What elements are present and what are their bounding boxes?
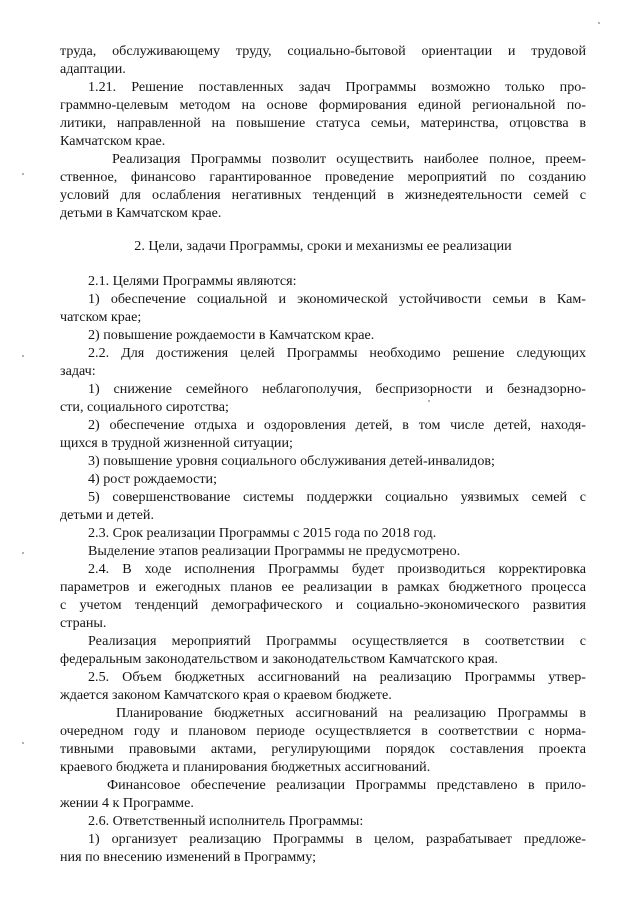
paragraph-line: Финансовое обеспечение реализации Программы представлено в прило-	[107, 777, 586, 793]
paragraph-line: Выделение этапов реализации Программы не предусмотрено.	[88, 543, 461, 559]
paragraph-line: 2.2. Для достижения целей Программы необходимо решение следующих	[88, 345, 586, 361]
paragraph-line: параметров и ежегодных планов ее реализации в рамках бюджетного процесса	[60, 579, 586, 595]
paragraph-line: федеральным законодательством и законодательством Камчатского края.	[60, 651, 498, 667]
paragraph-line: детьми и детей.	[60, 507, 154, 523]
paragraph-line: 1.21. Решение поставленных задач Программы возможно только про-	[88, 79, 586, 95]
paragraph-line: ния по внесению изменений в Программу;	[60, 849, 317, 865]
paragraph-line: труда, обслуживающему труду, социально-бытовой ориентации и трудовой	[60, 43, 586, 59]
scan-speck	[428, 400, 430, 402]
scan-speck	[22, 355, 24, 357]
scan-speck	[22, 173, 24, 175]
paragraph-line: 1) организует реализацию Программы в целом, разрабатывает предложе-	[88, 831, 586, 847]
paragraph-line: 2.1. Целями Программы являются:	[88, 273, 297, 289]
paragraph-line: с учетом тенденций демографического и социально-экономического развития	[60, 597, 586, 613]
paragraph-line: адаптации.	[60, 61, 126, 77]
paragraph-line: жении 4 к Программе.	[60, 795, 194, 811]
section-heading: 2. Цели, задачи Программы, сроки и механизмы ее реализации	[134, 238, 512, 254]
scan-speck	[22, 742, 24, 744]
paragraph-line: 3) повышение уровня социального обслуживания детей-инвалидов;	[88, 453, 495, 469]
paragraph-line: краевого бюджета и планирования бюджетных ассигнований.	[60, 759, 431, 775]
paragraph-line: сти, социального сиротства;	[60, 399, 229, 415]
paragraph-line: страны.	[60, 615, 107, 631]
paragraph-line: чатском крае;	[60, 309, 142, 325]
paragraph-line: задач:	[60, 363, 96, 379]
paragraph-line: 2.6. Ответственный исполнитель Программы:	[88, 813, 364, 829]
paragraph-line: ждается законом Камчатского края о краевом бюджете.	[60, 687, 392, 703]
paragraph-line: 5) совершенствование системы поддержки социально уязвимых семей с	[88, 489, 586, 505]
paragraph-line: очередном году и плановом периоде осуществляется в соответствии с норма-	[60, 723, 586, 739]
paragraph-line: 2) обеспечение отдыха и оздоровления детей, в том числе детей, находя-	[88, 417, 586, 433]
paragraph-line: щихся в трудной жизненной ситуации;	[60, 435, 293, 451]
paragraph-line: 2) повышение рождаемости в Камчатском крае.	[88, 327, 375, 343]
paragraph-line: 2.5. Объем бюджетных ассигнований на реализацию Программы утвер-	[88, 669, 586, 685]
paragraph-line: условий для ослабления негативных тенденций в жизнедеятельности семей с	[60, 187, 586, 203]
paragraph-line: Планирование бюджетных ассигнований на реализацию Программы в	[116, 705, 586, 721]
paragraph-line: 4) рост рождаемости;	[88, 471, 217, 487]
paragraph-line: тивными правовыми актами, регулирующими порядок составления проекта	[60, 741, 586, 757]
paragraph-line: детьми в Камчатском крае.	[60, 205, 222, 221]
scan-speck	[598, 22, 600, 24]
paragraph-line: Камчатском крае.	[60, 133, 166, 149]
paragraph-line: 1) снижение семейного неблагополучия, беспризорности и безнадзорно-	[88, 381, 586, 397]
paragraph-line: 2.4. В ходе исполнения Программы будет производиться корректировка	[88, 561, 586, 577]
paragraph-line: граммно-целевым методом на основе формирования единой региональной по-	[60, 97, 586, 113]
scan-speck	[22, 552, 24, 554]
paragraph-line: Реализация Программы позволит осуществить наиболее полное, преем-	[112, 151, 586, 167]
paragraph-line: Реализация мероприятий Программы осуществляется в соответствии с	[88, 633, 586, 649]
paragraph-line: 1) обеспечение социальной и экономической устойчивости семьи в Кам-	[88, 291, 586, 307]
paragraph-line: 2.3. Срок реализации Программы с 2015 года по 2018 год.	[88, 525, 437, 541]
paragraph-line: ственное, финансово гарантированное проведение мероприятий по созданию	[60, 169, 586, 185]
paragraph-line: литики, направленной на повышение статуса семьи, материнства, отцовства в	[60, 115, 586, 131]
